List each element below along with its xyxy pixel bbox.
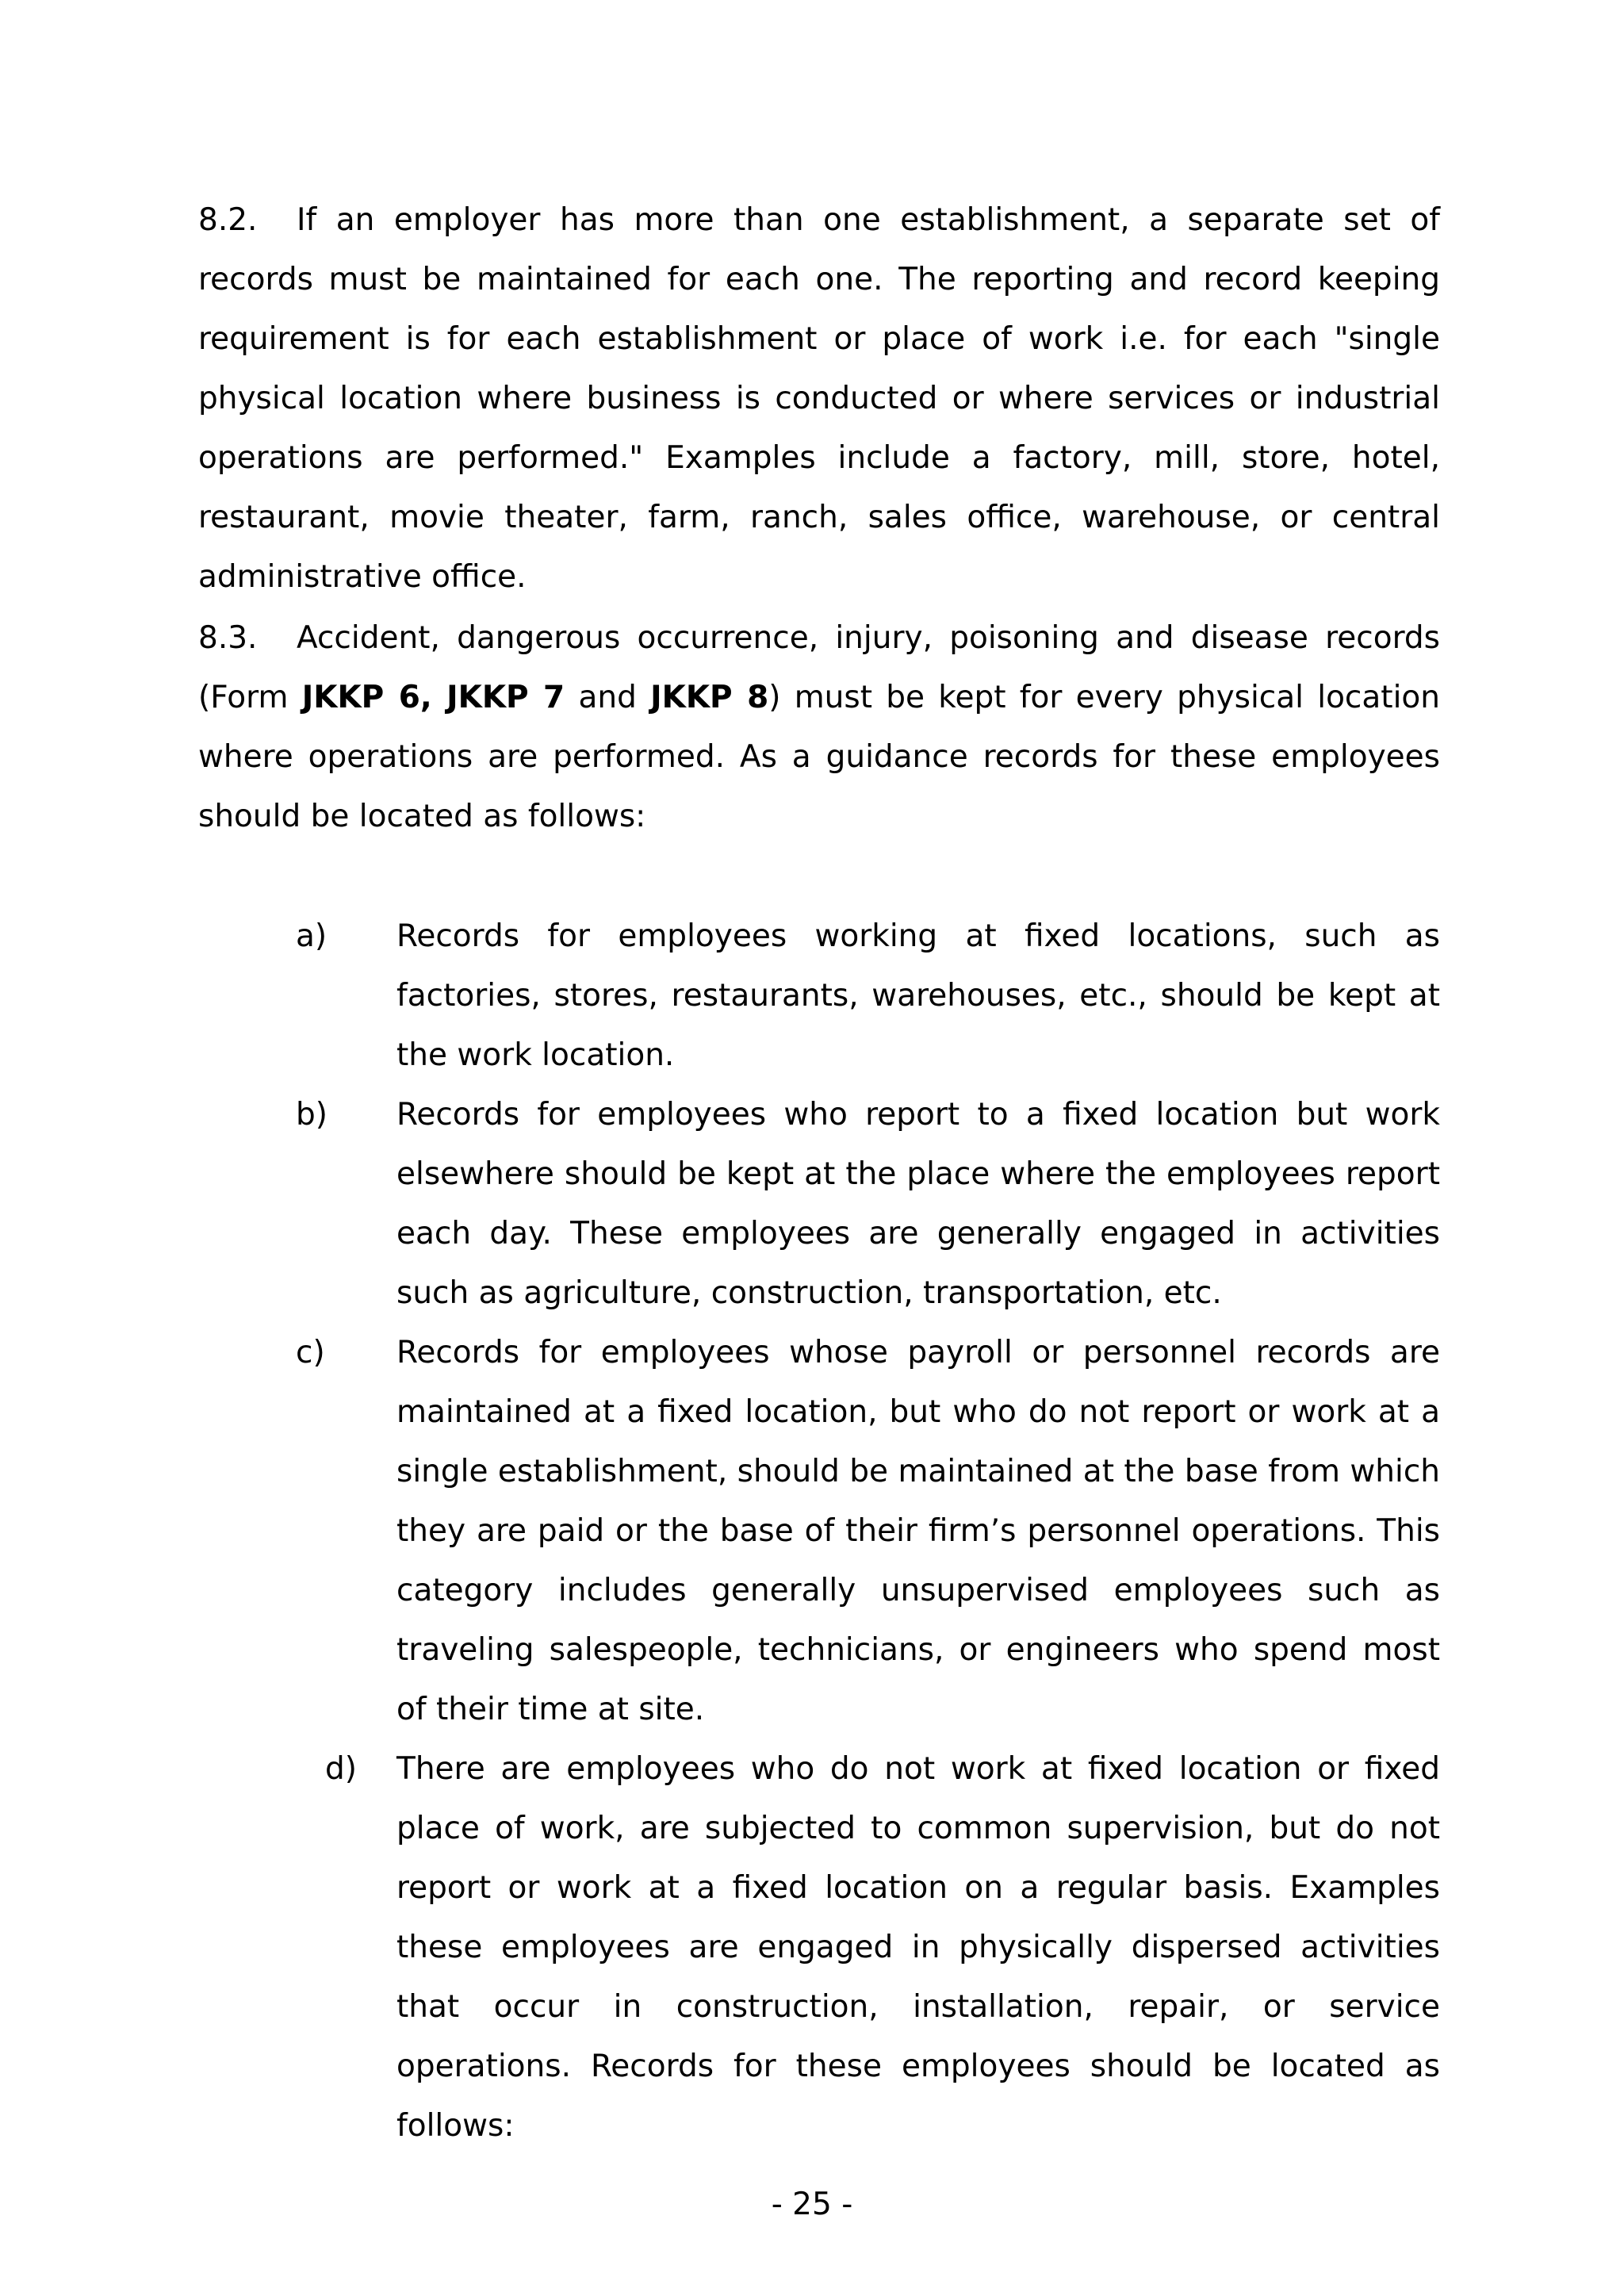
list-item	[198, 1085, 1440, 1323]
list-item	[198, 1323, 1440, 1739]
list-item-text: Records for employees whose payroll or personnel records are maintained at a fixed location, but who do not report or work at a single establishment, should be maintained at the base from which they are paid or the base of their firm’s personnel operations. This category includes generally unsupervised employees such as traveling salespeople, technicians, or engineers who spend most of their time at site.	[396, 1335, 1440, 1727]
section-number: 8.3.	[198, 620, 258, 656]
list-item-text: Records for employees working at fixed locations, such as factories, stores, restaurants, warehouses, etc., should be kept at the work location.	[396, 918, 1440, 1073]
section-8-2-paragraph	[198, 190, 1440, 607]
section-text-start: Accident, dangerous occurrence, injury, poisoning and disease records (Form	[198, 620, 1440, 715]
page-number: - 25 -	[771, 2187, 853, 2222]
list-item-label: c)	[296, 1335, 325, 1370]
section-8-3-paragraph	[198, 608, 1440, 846]
section-text: If an employer has more than one establishment, a separate set of records must be maintained for each one. The reporting and record keeping requirement is for each establishment or place of work i.e. for each "single physical location where business is conducted or where services or industrial operations are performed." Examples include a factory, mill, store, hotel, restaurant, movie theater, farm, ranch, sales office, warehouse, or central administrative office.	[198, 202, 1440, 595]
list-item-text: There are employees who do not work at fixed location or fixed place of work, are subjected to common supervision, but do not report or work at a fixed location on a regular basis. Examples these employees are engaged in physically dispersed activities that occur in construction, installation, repair, or service operations. Records for these employees should be located as follows:	[396, 1751, 1440, 2144]
list-item	[198, 907, 1440, 1085]
list-item-label: a)	[296, 918, 327, 954]
form-reference-bold: JKKP 8	[650, 680, 769, 715]
form-reference-bold: JKKP 6, JKKP 7	[301, 680, 565, 715]
list-item-label: b)	[296, 1097, 327, 1133]
list-item	[198, 1739, 1440, 2156]
section-number: 8.2.	[198, 202, 258, 238]
list-item-text: Records for employees who report to a fixed location but work elsewhere should be kept at the place where the employees report each day. These employees are generally engaged in activities such as agriculture, construction, transportation, etc.	[396, 1097, 1440, 1311]
section-text-end: ) must be kept for every physical location where operations are performed. As a guidance records for these employees should be located as follows:	[198, 680, 1440, 834]
section-text-and: and	[565, 680, 651, 715]
records-location-list	[198, 907, 1440, 2156]
list-item-label: d)	[325, 1751, 357, 1787]
